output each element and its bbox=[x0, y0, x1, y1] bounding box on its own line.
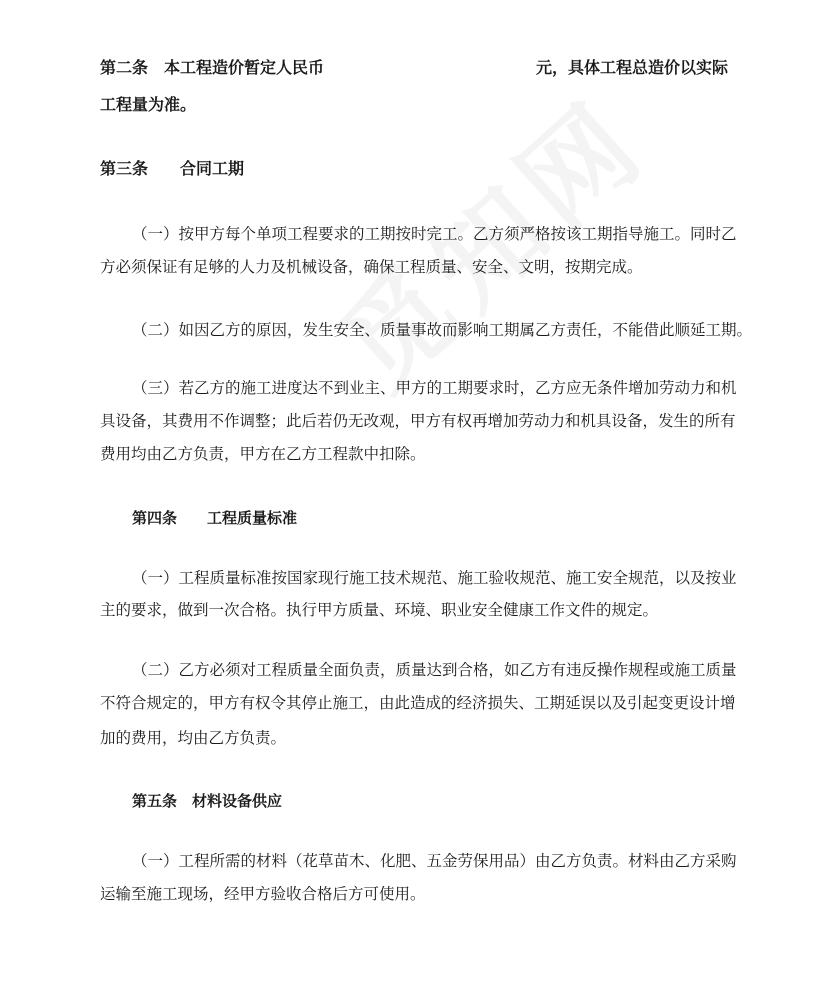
article-3-para-2-line-1: （二）如因乙方的原因，发生安全、质量事故而影响工期属乙方责任，不能借此顺延工期。 bbox=[132, 321, 753, 339]
article-4-para-2-line-3: 加的费用，均由乙方负责。 bbox=[100, 729, 287, 747]
article-3-para-3-line-1: （三）若乙方的施工进度达不到业主、甲方的工期要求时，乙方应无条件增加劳动力和机 bbox=[132, 379, 737, 397]
article-4-para-1-line-2: 主的要求，做到一次合格。执行甲方质量、环境、职业安全健康工作文件的规定。 bbox=[100, 601, 659, 619]
article-4-para-2-line-1: （二）乙方必须对工程质量全面负责，质量达到合格，如乙方有违反操作规程或施工质量 bbox=[132, 661, 737, 679]
article-4-heading: 第四条 工程质量标准 bbox=[132, 509, 298, 527]
article-5-heading: 第五条 材料设备供应 bbox=[132, 792, 283, 810]
article-3-para-1-line-1: （一）按甲方每个单项工程要求的工期按时完工。乙方须严格按该工期指导施工。同时乙 bbox=[132, 225, 737, 243]
article-2-line-2: 工程量为准。 bbox=[100, 95, 197, 114]
article-3-para-1-line-2: 方必须保证有足够的人力及机械设备，确保工程质量、安全、文明，按期完成。 bbox=[100, 258, 643, 276]
article-3-para-3-line-2: 具设备，其费用不作调整；此后若仍无改观，甲方有权再增加劳动力和机具设备，发生的所有 bbox=[100, 412, 736, 430]
article-3-heading: 第三条 合同工期 bbox=[100, 159, 245, 178]
article-4-para-1-line-1: （一）工程质量标准按国家现行施工技术规范、施工验收规范、施工安全规范，以及按业 bbox=[132, 569, 737, 587]
article-4-para-2-line-2: 不符合规定的，甲方有权令其停止施工，由此造成的经济损失、工期延误以及引起变更设计增 bbox=[100, 694, 736, 712]
article-5-para-1-line-2: 运输至施工现场，经甲方验收合格后方可使用。 bbox=[100, 885, 426, 903]
article-3-para-3-line-3: 费用均由乙方负责，甲方在乙方工程款中扣除。 bbox=[100, 445, 426, 463]
article-5-para-1-line-1: （一）工程所需的材料（花草苗木、化肥、五金劳保用品）由乙方负责。材料由乙方采购 bbox=[132, 852, 737, 870]
article-2-line-1-right: 元，具体工程总造价以实际 bbox=[536, 58, 729, 77]
article-2-line-1-left: 第二条 本工程造价暂定人民币 bbox=[100, 58, 325, 77]
